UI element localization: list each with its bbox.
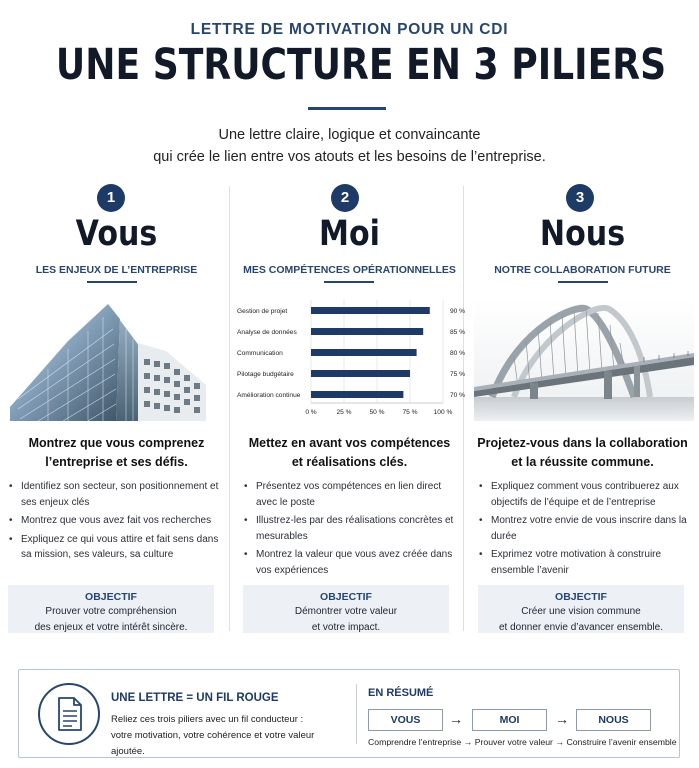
chart-bar [311, 370, 410, 377]
pillar-bullet-list [243, 479, 456, 581]
chart-data-label: 70 % [450, 392, 466, 399]
flow-step-nous: NOUS [576, 709, 651, 731]
skills-bar-chart [237, 296, 466, 424]
objective-line: et votre impact. [311, 621, 381, 633]
pillar-vous [0, 181, 233, 643]
chart-bar [311, 391, 403, 398]
objective-line: et donner envie d’avancer ensemble. [499, 621, 663, 633]
objective-box [243, 585, 449, 633]
pillar-title: Moi [319, 214, 380, 254]
arrow-right-icon: → [449, 711, 463, 727]
list-item: • Montrez votre envie de vous inscrire dans la durée [478, 513, 691, 544]
pillar-title: Vous [75, 214, 158, 254]
pillar-rule [324, 281, 374, 283]
chart-tick-label: 0 % [305, 409, 317, 416]
flow-caption: Comprendre l’entreprise → Prouver votre valeur → Construire l’avenir ensemble [368, 737, 677, 747]
chart-bar [311, 328, 423, 335]
objective-line: des enjeux et votre intérêt sincère. [34, 621, 188, 633]
chart-category-label: Pilotage budgétaire [237, 371, 294, 378]
title-rule [308, 107, 386, 110]
subtitle-line-1: Une lettre claire, logique et convaincante [218, 127, 481, 143]
objective-line: Prouver votre compréhension [45, 606, 177, 617]
objective-box [8, 585, 214, 633]
list-item: • Exprimez votre motivation à construire ensemble l’avenir [478, 547, 691, 578]
pillar-subtitle: LES ENJEUX DE L’ENTREPRISE [35, 264, 198, 276]
chart-bar [311, 307, 430, 314]
document-icon [38, 683, 100, 745]
arrow-right-icon: → [555, 711, 569, 727]
subtitle-line-2: qui crée le lien entre vos atouts et les besoins de l’entreprise. [153, 149, 546, 165]
pillar-heading [233, 434, 466, 472]
pillar-heading-line: l’entreprise et ses défis. [45, 455, 188, 469]
summary-text [111, 712, 349, 760]
pillar-moi [233, 181, 466, 643]
pillar-heading-line: Projetez-vous dans la collaboration [477, 436, 688, 450]
pillar-rule [558, 281, 608, 283]
bridge-photo [474, 299, 694, 421]
chart-tick-label: 75 % [402, 409, 418, 416]
chart-bar [311, 349, 417, 356]
chart-data-label: 85 % [450, 329, 466, 336]
summary-box [18, 669, 680, 758]
list-item: • Identifiez son secteur, son positionnement et ses enjeux clés [8, 479, 221, 510]
list-item: • Expliquez comment vous contribuerez aux objectifs de l’équipe et de l’entreprise [478, 479, 691, 510]
objective-text [243, 604, 449, 635]
chart-data-label: 75 % [450, 371, 466, 378]
list-item: • Montrez la valeur que vous avez créée dans vos expériences [243, 547, 456, 578]
chart-category-label: Amélioration continue [237, 392, 301, 399]
objective-label: OBJECTIF [555, 591, 607, 603]
list-item: • Illustrez-les par des réalisations concrètes et mesurables [243, 513, 456, 544]
flow-step-vous: VOUS [368, 709, 443, 731]
list-item: • Montrez que vous avez fait vos recherches [8, 513, 221, 529]
summary-text-line: Reliez ces trois piliers avec un fil conducteur : [111, 714, 304, 725]
pillar-bullet-list [8, 479, 221, 566]
resume-title: EN RÉSUMÉ [368, 687, 434, 699]
summary-title: UNE LETTRE = UN FIL ROUGE [111, 692, 279, 704]
pillar-title: Nous [539, 214, 626, 254]
pillar-heading [466, 434, 699, 472]
pillar-number-badge: 3 [566, 184, 594, 212]
list-item: • Présentez vos compétences en lien direct avec le poste [243, 479, 456, 510]
chart-tick-label: 25 % [336, 409, 352, 416]
summary-text-line: votre motivation, votre cohérence et votre valeur ajoutée. [111, 730, 315, 757]
page-title: UNE STRUCTURE EN 3 PILIERS [55, 40, 667, 90]
flow-step-moi: MOI [472, 709, 547, 731]
pillar-number-badge: 1 [97, 184, 125, 212]
objective-line: Démontrer votre valeur [294, 606, 398, 617]
chart-tick-label: 50 % [369, 409, 385, 416]
pillar-subtitle: NOTRE COLLABORATION FUTURE [494, 264, 671, 276]
chart-tick-label: 100 % [433, 409, 453, 416]
objective-text [478, 604, 684, 635]
kicker: LETTRE DE MOTIVATION POUR UN CDI [190, 21, 509, 38]
chart-category-label: Communication [237, 350, 283, 357]
pillar-rule [87, 281, 137, 283]
pillar-heading-line: et la réussite commune. [511, 455, 654, 469]
chart-data-label: 80 % [450, 350, 466, 357]
pillar-nous [466, 181, 699, 643]
pillar-heading-line: Montrez que vous comprenez [28, 436, 205, 450]
pillar-number-badge: 2 [331, 184, 359, 212]
subtitle [0, 124, 699, 168]
pillar-subtitle: MES COMPÉTENCES OPÉRATIONNELLES [243, 264, 456, 276]
pillar-heading [0, 434, 233, 472]
pillar-heading-line: Mettez en avant vos compétences [248, 436, 451, 450]
list-item: • Expliquez ce qui vous attire et fait sens dans sa mission, ses valeurs, sa culture [8, 532, 221, 563]
summary-divider [356, 684, 357, 744]
chart-data-label: 90 % [450, 308, 466, 315]
pillar-bullet-list [478, 479, 691, 581]
chart-category-label: Gestion de projet [237, 308, 288, 315]
objective-box [478, 585, 684, 633]
building-photo [8, 299, 208, 421]
objective-line: Créer une vision commune [521, 606, 641, 617]
objective-label: OBJECTIF [320, 591, 372, 603]
objective-label: OBJECTIF [85, 591, 137, 603]
objective-text [8, 604, 214, 635]
pillar-heading-line: et réalisations clés. [291, 455, 408, 469]
chart-category-label: Analyse de données [237, 329, 297, 336]
